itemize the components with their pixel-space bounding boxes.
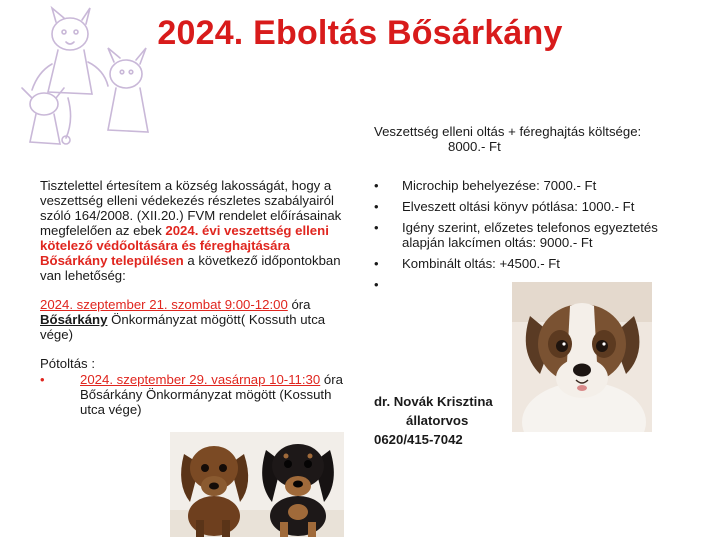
cost-item-microchip: Microchip behelyezése: 7000.- Ft — [402, 178, 597, 193]
list-bullet: • — [374, 178, 379, 193]
puppy-photo — [512, 282, 652, 432]
list-item — [374, 178, 704, 193]
vet-role: állatorvos — [406, 413, 469, 428]
schedule-place: Bősárkány — [40, 312, 108, 327]
schedule-paragraph — [40, 297, 345, 342]
list-item — [374, 256, 704, 271]
cost-item-combined: Kombinált oltás: +4500.- Ft — [402, 256, 560, 271]
page-title: 2024. Eboltás Bősárkány — [157, 14, 563, 52]
vet-name: dr. Novák Krisztina — [374, 394, 493, 409]
cost-price: 8000.- Ft — [448, 139, 501, 154]
makeup-date-suffix: óra — [320, 372, 343, 387]
list-bullet: • — [374, 199, 379, 214]
makeup-bullet: • — [40, 372, 45, 387]
right-column — [374, 124, 704, 298]
list-bullet: • — [374, 220, 379, 235]
schedule-date: 2024. szeptember 21. szombat 9:00-12:00 — [40, 297, 288, 312]
makeup-heading: Pótoltás : — [40, 356, 95, 371]
cost-item-home-visit: Igény szerint, előzetes telefonos egyeztetés alapján lakcímen oltás: 9000.- Ft — [402, 220, 658, 250]
schedule-date-suffix: óra — [287, 297, 311, 312]
intro-text-part1: Tisztelettel értesítem a község lakosságát, hogy a veszettség elleni védekezés részletes szabályairól szóló 164/2008. (XII.20.) FVM rendelet előírásainak megfelelően az ebek — [40, 178, 342, 238]
schedule-place-rest: Önkormányzat mögött( Kossuth utca vége) — [40, 312, 326, 342]
makeup-date: 2024. szeptember 29. vasárnap 10-11:30 — [80, 372, 321, 387]
left-column — [40, 178, 345, 417]
list-item — [374, 220, 704, 250]
cost-list — [374, 178, 704, 292]
makeup-place: Bősárkány Önkormányzat mögött (Kossuth utca vége) — [80, 387, 332, 417]
makeup-item — [40, 372, 345, 417]
list-bullet: • — [374, 256, 379, 271]
cost-heading: Veszettség elleni oltás + féreghajtás költsége: — [374, 124, 642, 139]
intro-paragraph — [40, 178, 345, 283]
intro-text-part2: a következő időpontokban van lehetőség: — [40, 253, 341, 283]
list-bullet: • — [374, 277, 379, 292]
vet-phone: 0620/415-7042 — [374, 432, 463, 447]
list-item — [374, 199, 704, 214]
vet-signature — [374, 392, 493, 449]
dachshund-puppies-photo — [170, 432, 344, 537]
cost-item-lost-book: Elveszett oltási könyv pótlása: 1000.- Ft — [402, 199, 635, 214]
intro-highlight: 2024. évi veszettség elleni kötelező védőoltására és féreghajtására Bősárkány településen — [40, 223, 329, 268]
